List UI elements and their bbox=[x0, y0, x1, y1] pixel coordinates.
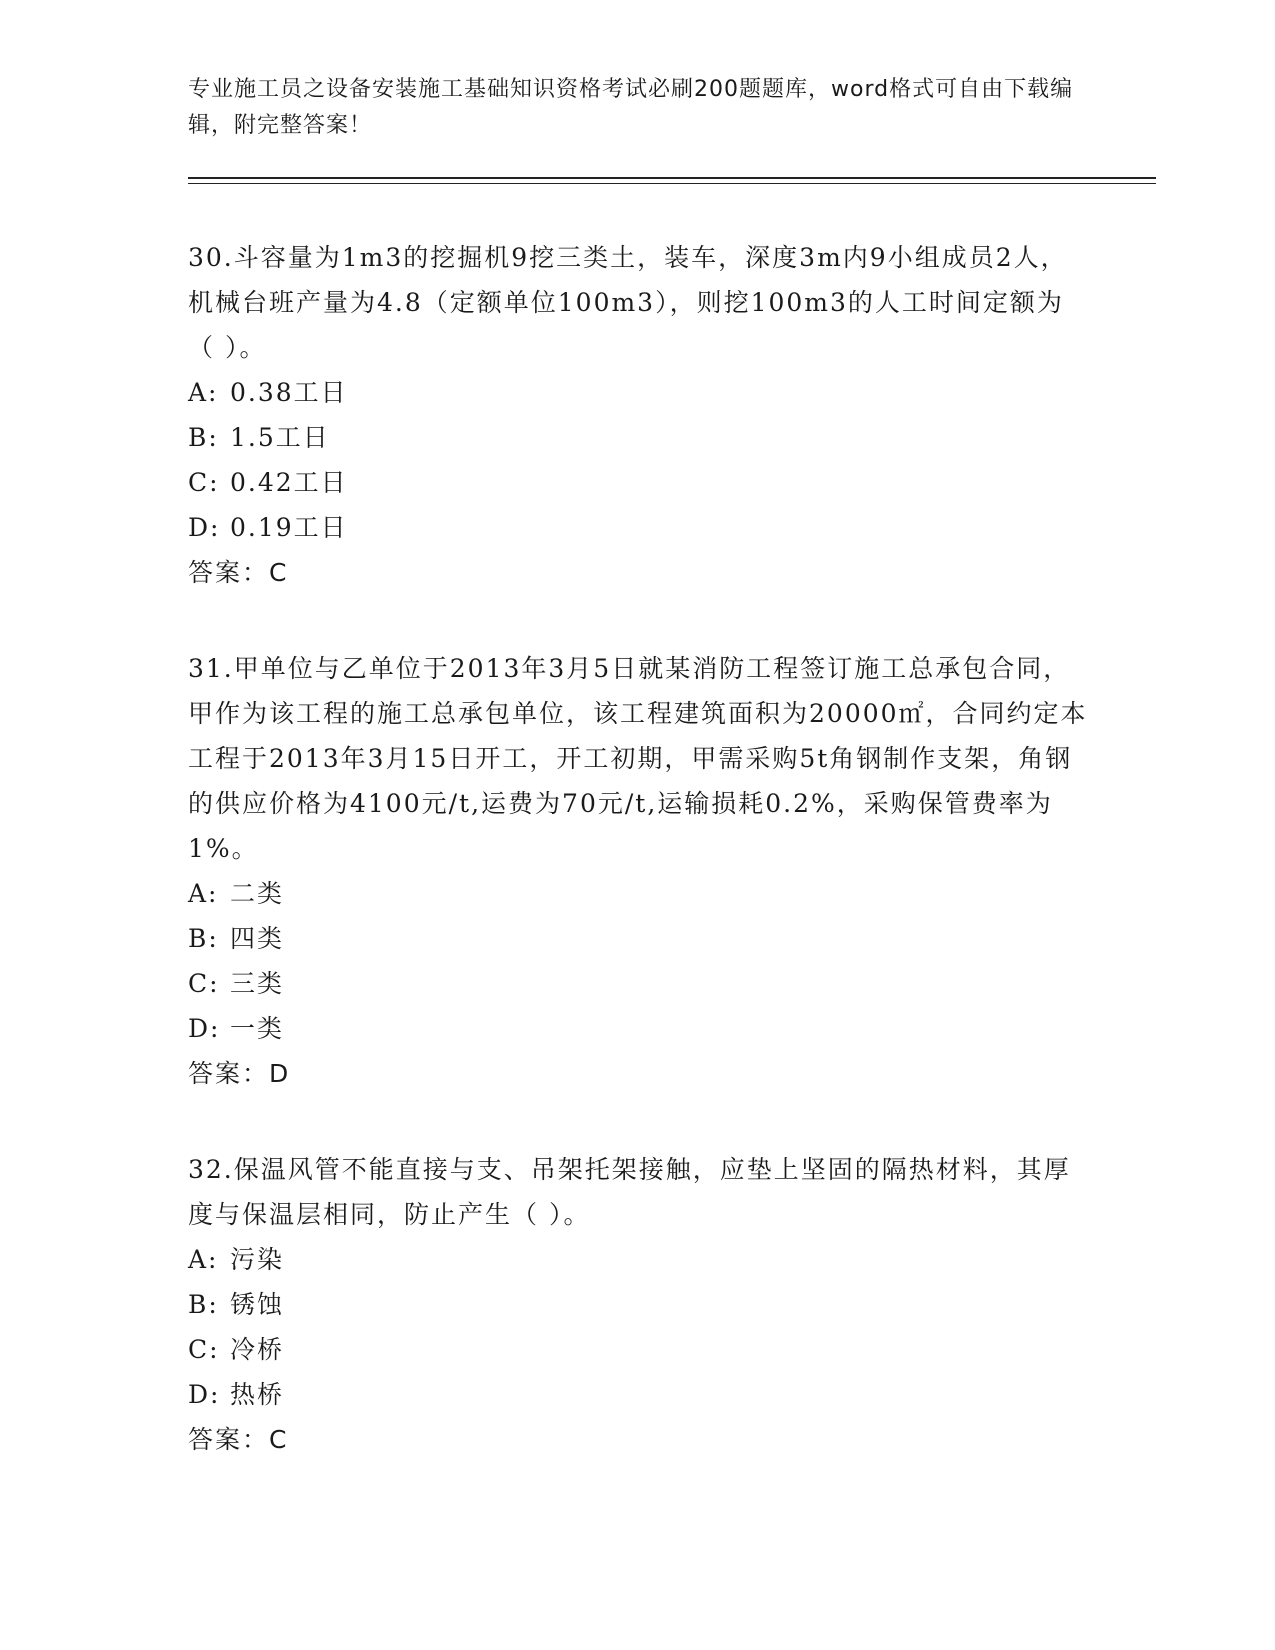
option-letter: C: bbox=[188, 969, 220, 998]
option-a bbox=[188, 871, 1088, 916]
header-divider bbox=[188, 177, 1156, 179]
option-b bbox=[188, 916, 1088, 961]
question-stem: 30.斗容量为1m3的挖掘机9挖三类土，装车，深度3m内9小组成员2人，机械台班产量为4.8（定额单位100m3），则挖100m3的人工时间定额为（ ）。 bbox=[188, 243, 1068, 362]
option-letter: D: bbox=[188, 1380, 221, 1409]
option-text: 锈蚀 bbox=[230, 1290, 285, 1319]
option-letter: B: bbox=[188, 423, 219, 452]
question-32 bbox=[188, 1147, 1088, 1462]
question-31 bbox=[188, 646, 1088, 1096]
option-d bbox=[188, 1006, 1088, 1051]
option-a bbox=[188, 370, 1088, 415]
answer-line: 答案：C bbox=[188, 1425, 289, 1454]
option-text: 一类 bbox=[230, 1014, 285, 1043]
option-d bbox=[188, 1372, 1088, 1417]
answer-line: 答案：C bbox=[188, 558, 289, 587]
option-d bbox=[188, 505, 1088, 550]
option-letter: C: bbox=[188, 468, 220, 497]
question-stem: 32.保温风管不能直接与支、吊架托架接触，应垫上坚固的隔热材料，其厚度与保温层相同，防止产生（ ）。 bbox=[188, 1155, 1071, 1229]
option-text: 二类 bbox=[230, 879, 285, 908]
option-letter: A: bbox=[188, 879, 219, 908]
option-c bbox=[188, 460, 1088, 505]
option-letter: C: bbox=[188, 1335, 220, 1364]
option-text: 四类 bbox=[230, 924, 285, 953]
option-c bbox=[188, 1327, 1088, 1372]
option-text: 0.19工日 bbox=[230, 513, 348, 542]
question-stem: 31.甲单位与乙单位于2013年3月5日就某消防工程签订施工总承包合同，甲作为该工程的施工总承包单位，该工程建筑面积为20000㎡，合同约定本工程于2013年3月15日开工，开工初期，甲需采购5t角钢制作支架，角钢的供应价格为4100元/t,运费为70元/t,运输损耗0.2%，采购保管费率为1%。 bbox=[188, 654, 1088, 863]
option-text: 污染 bbox=[230, 1245, 285, 1274]
option-b bbox=[188, 1282, 1088, 1327]
option-letter: B: bbox=[188, 1290, 219, 1319]
option-letter: D: bbox=[188, 1014, 221, 1043]
option-letter: A: bbox=[188, 378, 219, 407]
option-letter: B: bbox=[188, 924, 219, 953]
option-text: 冷桥 bbox=[230, 1335, 285, 1364]
option-c bbox=[188, 961, 1088, 1006]
option-letter: A: bbox=[188, 1245, 219, 1274]
option-text: 1.5工日 bbox=[230, 423, 330, 452]
option-a bbox=[188, 1237, 1088, 1282]
option-b bbox=[188, 415, 1088, 460]
option-text: 三类 bbox=[230, 969, 285, 998]
option-text: 热桥 bbox=[230, 1380, 285, 1409]
option-text: 0.38工日 bbox=[230, 378, 348, 407]
document-header: 专业施工员之设备安装施工基础知识资格考试必刷200题题库，word格式可自由下载编辑，附完整答案！ bbox=[188, 77, 1074, 138]
header-divider-thin bbox=[188, 183, 1156, 184]
question-30 bbox=[188, 235, 1088, 595]
answer-line: 答案：D bbox=[188, 1059, 291, 1088]
option-letter: D: bbox=[188, 513, 221, 542]
option-text: 0.42工日 bbox=[230, 468, 348, 497]
